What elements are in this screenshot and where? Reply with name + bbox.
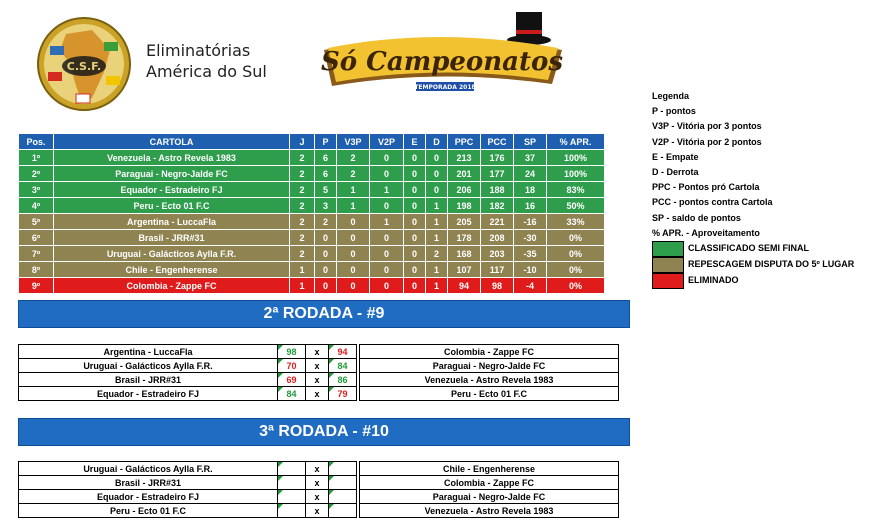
standings-cell-e: 0	[404, 198, 426, 214]
standings-cell-cartola: Equador - Estradeiro FJ	[54, 182, 290, 198]
match-away-team: Colombia - Zappe FC	[360, 345, 619, 359]
standings-cell-p: 0	[315, 230, 337, 246]
standings-col-header: D	[426, 134, 448, 150]
legend-item: V3P - Vitória por 3 pontos	[652, 121, 762, 132]
standings-cell-v3p: 2	[337, 166, 370, 182]
legend-swatch-label: ELIMINADO	[688, 275, 739, 286]
standings-cell-j: 2	[290, 230, 315, 246]
standings-cell-d: 0	[426, 150, 448, 166]
match-vs: x	[306, 476, 329, 490]
standings-col-header: J	[290, 134, 315, 150]
standings-col-header: CARTOLA	[54, 134, 290, 150]
match-row	[19, 373, 619, 387]
legend-swatch-label: CLASSIFICADO SEMI FINAL	[688, 243, 809, 254]
standings-cell-j: 2	[290, 246, 315, 262]
legend-item: % APR. - Aproveitamento	[652, 227, 760, 238]
standings-cell-v2p: 0	[370, 278, 404, 294]
standings-cell-apr: 100%	[547, 150, 605, 166]
standings-cell-ppc: 205	[448, 214, 481, 230]
competition-title	[146, 40, 267, 82]
standings-cell-v3p: 0	[337, 262, 370, 278]
legend-item: V2P - Vitória por 2 pontos	[652, 136, 762, 147]
standings-col-header: E	[404, 134, 426, 150]
standings-cell-v2p: 0	[370, 166, 404, 182]
standings-row	[19, 278, 605, 294]
match-away-score	[329, 490, 357, 504]
legend-swatch	[652, 273, 684, 289]
standings-cell-cartola: Argentina - LuccaFla	[54, 214, 290, 230]
standings-row	[19, 214, 605, 230]
match-row	[19, 476, 619, 490]
match-row	[19, 490, 619, 504]
standings-cell-v2p: 0	[370, 230, 404, 246]
standings-cell-apr: 0%	[547, 246, 605, 262]
standings-cell-apr: 0%	[547, 262, 605, 278]
standings-cell-pcc: 188	[481, 182, 514, 198]
match-home-team: Uruguai - Galácticos Aylla F.R.	[19, 359, 278, 373]
match-home-team: Brasil - JRR#31	[19, 373, 278, 387]
match-row	[19, 359, 619, 373]
standings-cell-pcc: 177	[481, 166, 514, 182]
legend-swatch-row	[652, 241, 854, 257]
match-home-score: 84	[278, 387, 306, 401]
match-vs: x	[306, 504, 329, 518]
standings-col-header: P	[315, 134, 337, 150]
standings-cell-pcc: 182	[481, 198, 514, 214]
match-row	[19, 462, 619, 476]
legend-item: E - Empate	[652, 151, 699, 162]
standings-cell-pos: 7º	[19, 246, 54, 262]
round-3-banner: 3ª RODADA - #10	[18, 418, 630, 446]
match-home-score	[278, 490, 306, 504]
standings-cell-e: 0	[404, 262, 426, 278]
standings-cell-cartola: Uruguai - Galácticos Aylla F.R.	[54, 246, 290, 262]
standings-cell-d: 0	[426, 182, 448, 198]
match-away-team: Peru - Ecto 01 F.C	[360, 387, 619, 401]
standings-cell-j: 2	[290, 150, 315, 166]
standings-col-header: % APR.	[547, 134, 605, 150]
standings-cell-pcc: 208	[481, 230, 514, 246]
standings-row	[19, 182, 605, 198]
match-home-team: Argentina - LuccaFla	[19, 345, 278, 359]
match-row	[19, 504, 619, 518]
standings-cell-ppc: 198	[448, 198, 481, 214]
standings-cell-d: 2	[426, 246, 448, 262]
match-home-score: 98	[278, 345, 306, 359]
match-home-team: Brasil - JRR#31	[19, 476, 278, 490]
csf-logo	[36, 16, 132, 112]
standings-cell-v3p: 0	[337, 230, 370, 246]
standings-cell-pcc: 98	[481, 278, 514, 294]
match-away-team: Colombia - Zappe FC	[360, 476, 619, 490]
match-home-score: 70	[278, 359, 306, 373]
standings-cell-e: 0	[404, 278, 426, 294]
match-away-team: Venezuela - Astro Revela 1983	[360, 504, 619, 518]
legend-swatch-row	[652, 273, 854, 289]
standings-table	[18, 133, 605, 294]
competition-title-line1: Eliminatórias	[146, 41, 251, 60]
standings-cell-pos: 5º	[19, 214, 54, 230]
standings-cell-v2p: 1	[370, 182, 404, 198]
standings-cell-apr: 50%	[547, 198, 605, 214]
standings-cell-p: 3	[315, 198, 337, 214]
standings-cell-sp: 18	[514, 182, 547, 198]
standings-cell-e: 0	[404, 150, 426, 166]
match-home-score	[278, 476, 306, 490]
so-logo-text: Só Campeonatos	[320, 47, 564, 77]
match-away-score	[329, 504, 357, 518]
standings-cell-d: 1	[426, 198, 448, 214]
standings-cell-cartola: Venezuela - Astro Revela 1983	[54, 150, 290, 166]
standings-cell-p: 0	[315, 246, 337, 262]
standings-cell-v2p: 0	[370, 246, 404, 262]
standings-cell-p: 0	[315, 278, 337, 294]
so-logo-tag: TEMPORADA 2018	[414, 84, 476, 91]
standings-cell-p: 5	[315, 182, 337, 198]
standings-cell-p: 2	[315, 214, 337, 230]
match-vs: x	[306, 462, 329, 476]
standings-row	[19, 230, 605, 246]
standings-cell-v2p: 0	[370, 150, 404, 166]
standings-cell-sp: -35	[514, 246, 547, 262]
standings-cell-apr: 33%	[547, 214, 605, 230]
standings-col-header: PPC	[448, 134, 481, 150]
standings-header-row	[19, 134, 605, 150]
match-away-score	[329, 462, 357, 476]
match-vs: x	[306, 490, 329, 504]
standings-col-header: PCC	[481, 134, 514, 150]
round-2-banner: 2ª RODADA - #9	[18, 300, 630, 328]
match-vs: x	[306, 359, 329, 373]
standings-cell-apr: 83%	[547, 182, 605, 198]
legend	[652, 89, 854, 289]
standings-cell-v2p: 0	[370, 262, 404, 278]
legend-item: PCC - pontos contra Cartola	[652, 197, 773, 208]
match-row	[19, 345, 619, 359]
standings-cell-sp: 24	[514, 166, 547, 182]
standings-cell-ppc: 213	[448, 150, 481, 166]
standings-cell-pcc: 176	[481, 150, 514, 166]
standings-cell-pos: 6º	[19, 230, 54, 246]
match-home-team: Equador - Estradeiro FJ	[19, 387, 278, 401]
match-home-score: 69	[278, 373, 306, 387]
standings-cell-cartola: Chile - Engenherense	[54, 262, 290, 278]
standings-cell-sp: -4	[514, 278, 547, 294]
legend-item: SP - saldo de pontos	[652, 212, 741, 223]
standings-cell-j: 2	[290, 182, 315, 198]
standings-cell-d: 0	[426, 166, 448, 182]
match-away-score: 94	[329, 345, 357, 359]
match-home-score	[278, 462, 306, 476]
standings-cell-pos: 4º	[19, 198, 54, 214]
standings-cell-ppc: 178	[448, 230, 481, 246]
standings-cell-pcc: 117	[481, 262, 514, 278]
standings-cell-ppc: 201	[448, 166, 481, 182]
standings-cell-v2p: 0	[370, 198, 404, 214]
csf-logo-text: C.S.F.	[66, 60, 102, 73]
match-vs: x	[306, 373, 329, 387]
standings-cell-e: 0	[404, 182, 426, 198]
standings-row	[19, 198, 605, 214]
match-row	[19, 387, 619, 401]
standings-col-header: SP	[514, 134, 547, 150]
standings-cell-j: 1	[290, 278, 315, 294]
standings-col-header: V2P	[370, 134, 404, 150]
standings-cell-v3p: 0	[337, 246, 370, 262]
standings-cell-p: 6	[315, 150, 337, 166]
standings-col-header: Pos.	[19, 134, 54, 150]
standings-cell-pcc: 221	[481, 214, 514, 230]
match-away-team: Paraguai - Negro-Jalde FC	[360, 490, 619, 504]
standings-cell-d: 1	[426, 262, 448, 278]
legend-item: PPC - Pontos pró Cartola	[652, 182, 760, 193]
standings-cell-j: 2	[290, 214, 315, 230]
standings-cell-v3p: 1	[337, 198, 370, 214]
standings-cell-sp: -10	[514, 262, 547, 278]
standings-cell-ppc: 168	[448, 246, 481, 262]
standings-cell-pcc: 203	[481, 246, 514, 262]
standings-cell-cartola: Peru - Ecto 01 F.C	[54, 198, 290, 214]
standings-cell-cartola: Brasil - JRR#31	[54, 230, 290, 246]
standings-cell-e: 0	[404, 246, 426, 262]
standings-cell-pos: 3º	[19, 182, 54, 198]
competition-title-line2: América do Sul	[146, 62, 267, 81]
legend-item: D - Derrota	[652, 167, 699, 178]
standings-cell-v3p: 0	[337, 214, 370, 230]
standings-cell-v3p: 2	[337, 150, 370, 166]
match-away-team: Paraguai - Negro-Jalde FC	[360, 359, 619, 373]
match-away-team: Chile - Engenherense	[360, 462, 619, 476]
legend-swatch-label: REPESCAGEM DISPUTA DO 5º LUGAR	[688, 259, 855, 270]
match-home-team: Equador - Estradeiro FJ	[19, 490, 278, 504]
standings-cell-sp: 16	[514, 198, 547, 214]
standings-cell-cartola: Colombia - Zappe FC	[54, 278, 290, 294]
standings-cell-j: 1	[290, 262, 315, 278]
match-home-score	[278, 504, 306, 518]
standings-cell-j: 2	[290, 166, 315, 182]
standings-cell-e: 0	[404, 166, 426, 182]
standings-cell-pos: 2º	[19, 166, 54, 182]
standings-cell-pos: 8º	[19, 262, 54, 278]
match-vs: x	[306, 387, 329, 401]
standings-cell-cartola: Paraguai - Negro-Jalde FC	[54, 166, 290, 182]
round-3-matches-table	[18, 461, 619, 518]
standings-cell-d: 1	[426, 230, 448, 246]
standings-cell-sp: -16	[514, 214, 547, 230]
standings-cell-apr: 0%	[547, 230, 605, 246]
match-away-score: 79	[329, 387, 357, 401]
match-away-team: Venezuela - Astro Revela 1983	[360, 373, 619, 387]
standings-cell-e: 0	[404, 230, 426, 246]
legend-swatch	[652, 257, 684, 273]
legend-title: Legenda	[652, 91, 690, 101]
standings-cell-ppc: 94	[448, 278, 481, 294]
standings-cell-v2p: 1	[370, 214, 404, 230]
legend-item: P - pontos	[652, 106, 696, 117]
standings-row	[19, 166, 605, 182]
standings-cell-sp: -30	[514, 230, 547, 246]
match-away-score: 86	[329, 373, 357, 387]
standings-cell-j: 2	[290, 198, 315, 214]
standings-row	[19, 246, 605, 262]
standings-cell-pos: 1º	[19, 150, 54, 166]
round-2-matches-table	[18, 344, 619, 401]
match-away-score: 84	[329, 359, 357, 373]
standings-cell-p: 0	[315, 262, 337, 278]
match-home-team: Uruguai - Galácticos Aylla F.R.	[19, 462, 278, 476]
so-campeonatos-logo	[318, 10, 568, 102]
standings-cell-e: 0	[404, 214, 426, 230]
legend-swatch	[652, 241, 684, 257]
standings-cell-sp: 37	[514, 150, 547, 166]
standings-cell-apr: 0%	[547, 278, 605, 294]
standings-row	[19, 150, 605, 166]
standings-cell-d: 1	[426, 278, 448, 294]
standings-cell-v3p: 1	[337, 182, 370, 198]
standings-cell-ppc: 107	[448, 262, 481, 278]
standings-cell-v3p: 0	[337, 278, 370, 294]
standings-cell-pos: 9º	[19, 278, 54, 294]
standings-cell-d: 1	[426, 214, 448, 230]
standings-row	[19, 262, 605, 278]
legend-swatch-row	[652, 257, 854, 273]
standings-cell-apr: 100%	[547, 166, 605, 182]
standings-col-header: V3P	[337, 134, 370, 150]
match-vs: x	[306, 345, 329, 359]
match-home-team: Peru - Ecto 01 F.C	[19, 504, 278, 518]
standings-cell-ppc: 206	[448, 182, 481, 198]
standings-cell-p: 6	[315, 166, 337, 182]
match-away-score	[329, 476, 357, 490]
